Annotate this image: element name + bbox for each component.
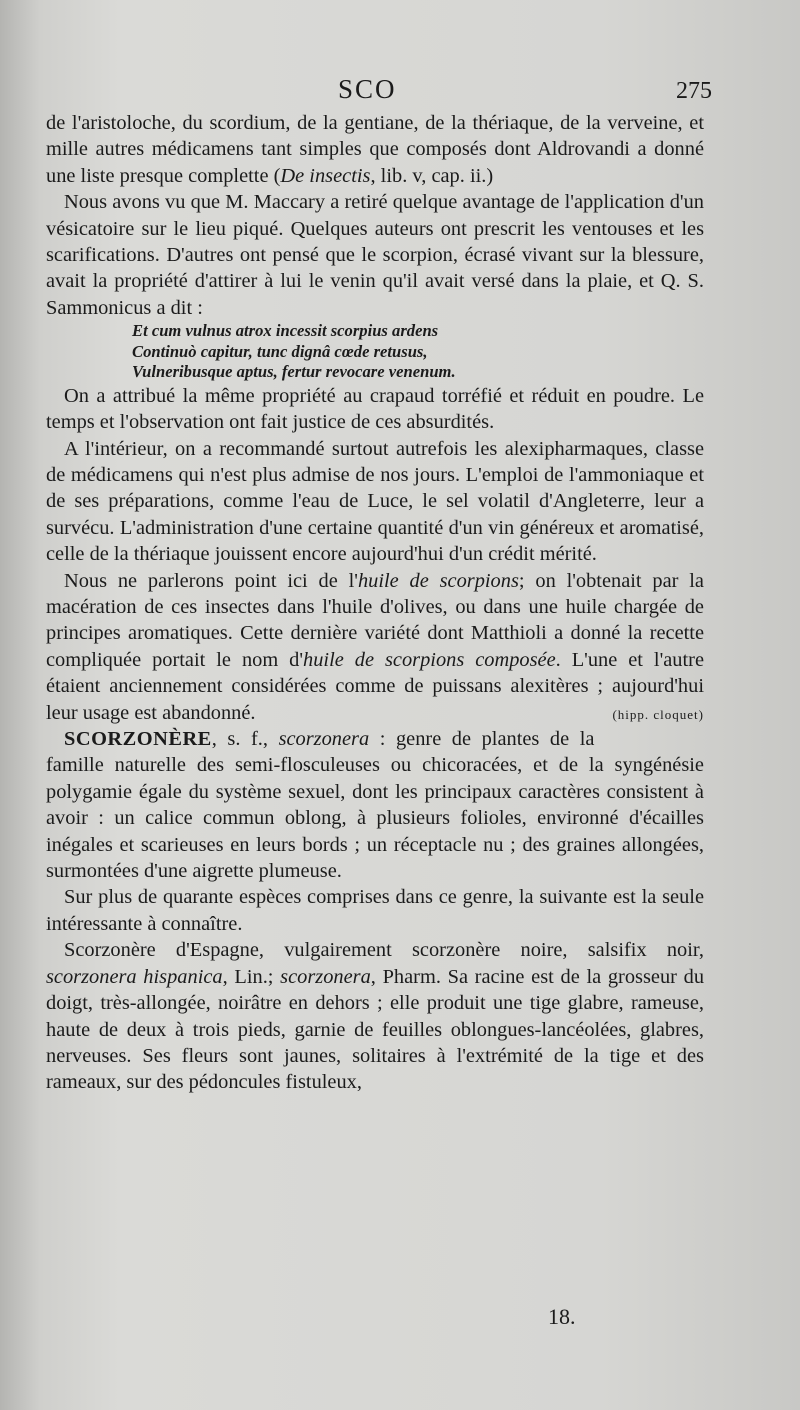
paragraph-scorzonere (46, 726, 704, 884)
italic-term: scorzonera (280, 965, 371, 988)
body-text (46, 110, 704, 1096)
italic-term: scorzonera hispanica (46, 965, 223, 988)
text-run: , s. f., (211, 728, 279, 751)
italic-term: huile de scorpions (357, 569, 519, 592)
citation-title: De insectis (280, 164, 371, 187)
signature-mark: 18. (548, 1304, 576, 1329)
paragraph-espagne (46, 937, 704, 1095)
text-run: , Pharm. Sa racine est de la grosseur du doigt, très-allongée, noirâtre en dehors ; elle produit une tige glabre, rameuse, haute de deux à trois pieds, garnie de feuilles oblongues-lancéolées, glabres, nerveuses. Ses fleurs sont jaunes, solitaires à l'extrémité de la tige et des rameaux, sur des pédoncules fistuleux, (46, 965, 705, 1094)
quote-line: Et cum vulnus atrox incessit scorpius ardens (132, 321, 439, 341)
paragraph-especes: Sur plus de quarante espèces comprises dans ce genre, la suivante est la seule intéressante à connaître. (46, 886, 704, 935)
italic-term: huile de scorpions composée (303, 648, 556, 671)
text-run: Scorzonère d'Espagne, vulgairement scorzonère noire, salsifix noir, (64, 939, 704, 962)
text-run: ; on l'obtenait par la macération de ces insectes dans l'huile d'olives, ou dans une huile chargée de principes aromatiques. Cette dernière variété dont Matthioli a donné la recette compliquée portait le nom d' (46, 569, 704, 671)
quote-line: Vulneribusque aptus, fertur revocare venenum. (132, 362, 456, 382)
text-run: Nous ne parlerons point ici de l' (64, 569, 358, 592)
entry-headword: SCORZONÈRE (64, 728, 212, 751)
text-run: , Lin.; (222, 965, 281, 988)
quote-line: Continuò capitur, tunc dignâ cœde retusus, (132, 341, 428, 361)
paragraph-maccary: Nous avons vu que M. Maccary a retiré quelque avantage de l'application d'un vésicatoire sur le lieu piqué. Quelques auteurs ont prescrit les ventouses et les scarifications. D'autres ont pensé que le scorpion, écrasé vivant sur la blessure, avait la propriété d'attirer à lui le venin qu'il avait versé dans la plaie, et Q. S. Sammonicus a dit : (46, 191, 704, 319)
paragraph-interieur: A l'intérieur, on a recommandé surtout autrefois les alexipharmaques, classe de médicamens qui n'est plus admise de nos jours. L'emploi de l'ammoniaque et de ses préparations, comme l'eau de Luce, le sel volatil d'Angleterre, leur a survécu. L'administration d'une certaine quantité d'un vin généreux et aromatisé, celle de la thériaque jouissent encore aujourd'hui d'un crédit mérité. (46, 437, 704, 566)
running-head: SCO (338, 74, 397, 104)
paragraph-huile (46, 568, 704, 726)
paragraph-aristoloche: de l'aristoloche, du scordium, de la gentiane, de la thériaque, de la verveine, et mille autres médicamens tant simples que composés dont Aldrovandi a donné une liste presque complette (De insectis, lib. v, cap. ii.) (46, 112, 704, 187)
text-run: : genre de plantes de la famille naturelle des semi-flosculeuses ou chicoracées, et de la syngénésie polygamie égale du système sexuel, dont les principaux caractères consistent à avoir : un calice commun oblong, à plusieurs folioles, environné d'écailles inégales et scarieuses en leurs bords ; un réceptacle nu ; des graines allongées, surmontées d'une aigrette plumeuse. (46, 728, 704, 883)
paragraph-crapaud: On a attribué la même propriété au crapaud torréfié et réduit en poudre. Le temps et l'observation ont fait justice de ces absurdités. (46, 384, 704, 434)
text-run: . L'une et l'autre étaient anciennement considérées comme de puissans alexitères ; aujourd'hui leur usage est abandonné. (46, 648, 704, 724)
author-signature: (hipp. cloquet) (612, 706, 704, 722)
latin-quote (132, 321, 704, 383)
page-header (0, 74, 800, 108)
italic-term: scorzonera (278, 728, 370, 751)
page-number: 275 (676, 78, 712, 104)
